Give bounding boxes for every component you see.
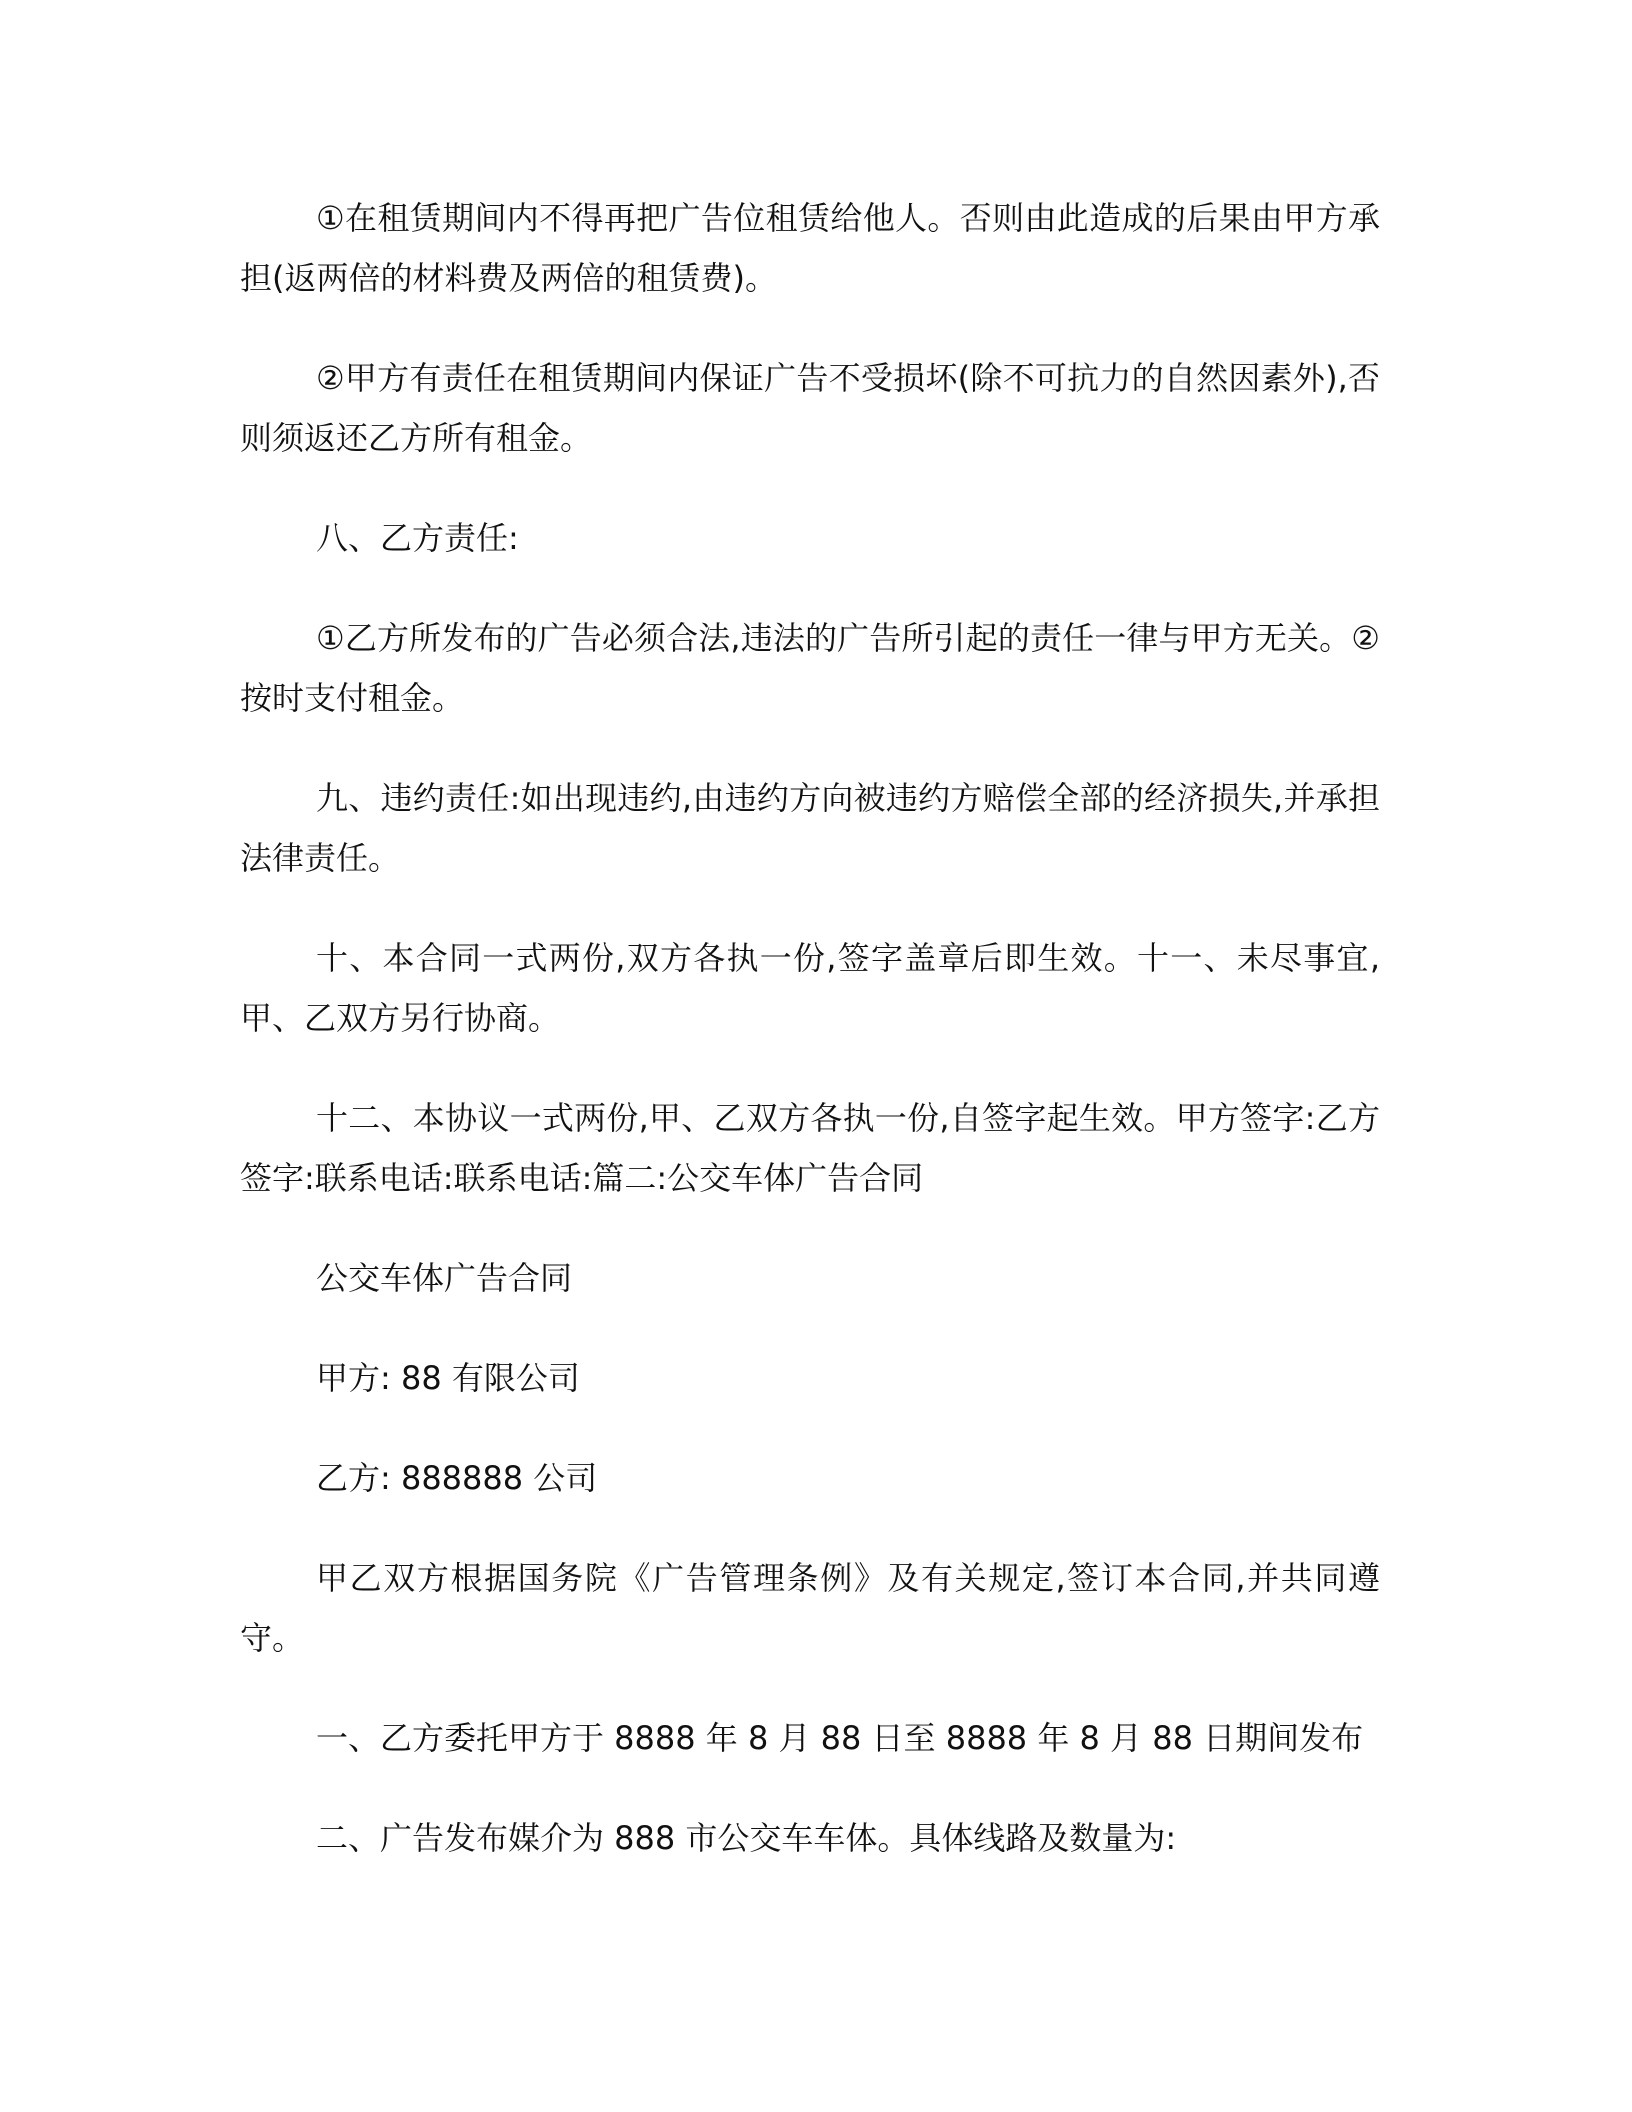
clause-paragraph: 二、广告发布媒介为 888 市公交车车体。具体线路及数量为: — [316, 1819, 1177, 1857]
clause-paragraph: ①乙方所发布的广告必须合法,违法的广告所引起的责任一律与甲方无关。②按时支付租金。 — [240, 619, 1380, 717]
party-a-line: 甲方: 88 有限公司 — [316, 1359, 580, 1397]
section-heading: 八、乙方责任: — [316, 519, 519, 557]
document-body — [240, 188, 1380, 1908]
clause-paragraph: 九、违约责任:如出现违约,由违约方向被违约方赔偿全部的经济损失,并承担法律责任。 — [240, 779, 1380, 877]
contract-title: 公交车体广告合同 — [316, 1259, 573, 1297]
clause-paragraph: 十二、本协议一式两份,甲、乙双方各执一份,自签字起生效。甲方签字:乙方签字:联系电话:联系电话:篇二:公交车体广告合同 — [240, 1099, 1380, 1197]
clause-paragraph: ②甲方有责任在租赁期间内保证广告不受损坏(除不可抗力的自然因素外),否则须返还乙方所有租金。 — [240, 359, 1380, 457]
clause-paragraph: ①在租赁期间内不得再把广告位租赁给他人。否则由此造成的后果由甲方承担(返两倍的材料费及两倍的租赁费)。 — [240, 199, 1380, 297]
clause-paragraph: 甲乙双方根据国务院《广告管理条例》及有关规定,签订本合同,并共同遵守。 — [240, 1559, 1380, 1657]
clause-paragraph: 十、本合同一式两份,双方各执一份,签字盖章后即生效。十一、未尽事宜,甲、乙双方另行协商。 — [240, 939, 1380, 1037]
clause-paragraph: 一、乙方委托甲方于 8888 年 8 月 88 日至 8888 年 8 月 88 日期间发布 — [316, 1719, 1364, 1757]
party-b-line: 乙方: 888888 公司 — [316, 1459, 598, 1497]
